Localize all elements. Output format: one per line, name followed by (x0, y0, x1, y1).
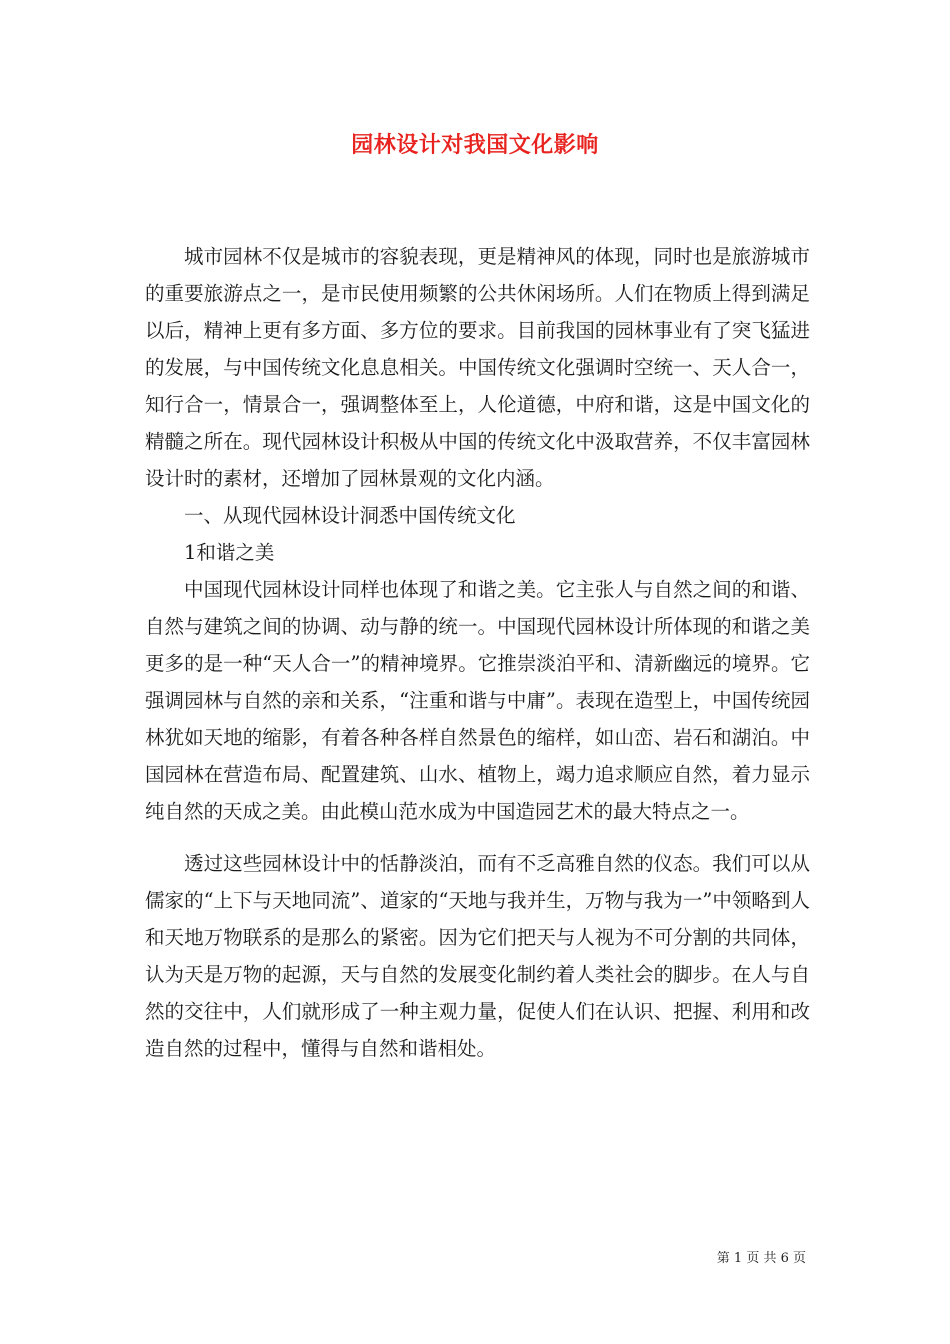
paragraph-harmony: 中国现代园林设计同样也体现了和谐之美。它主张人与自然之间的和谐、自然与建筑之间的协调、动与静的统一。中国现代园林设计所体现的和谐之美更多的是一种“天人合一”的精神境界。它推崇淡泊平和、清新幽远的境界。它强调园林与自然的亲和关系，“注重和谐与中庸”。表现在造型上，中国传统园林犹如天地的缩影，有着各种各样自然景色的缩样，如山峦、岩石和湖泊。中国园林在营造布局、配置建筑、山水、植物上，竭力追求顺应自然，着力显示纯自然的天成之美。由此模山范水成为中国造园艺术的最大特点之一。 (145, 578, 810, 823)
paragraph-nature: 透过这些园林设计中的恬静淡泊，而有不乏高雅自然的仪态。我们可以从儒家的“上下与天地同流”、道家的“天地与我并生，万物与我为一”中领略到人和天地万物联系的是那么的紧密。因为它们把天与人视为不可分割的共同体，认为天是万物的起源，天与自然的发展变化制约着人类社会的脚步。在人与自然的交往中，人们就形成了一种主观力量，促使人们在认识、把握、利用和改造自然的过程中，懂得与自然和谐相处。 (145, 852, 810, 1060)
paragraph-intro: 城市园林不仅是城市的容貌表现，更是精神风的体现，同时也是旅游城市的重要旅游点之一，是市民使用频繁的公共休闲场所。人们在物质上得到满足以后，精神上更有多方面、多方位的要求。目前我国的园林事业有了突飞猛进的发展，与中国传统文化息息相关。中国传统文化强调时空统一、天人合一，知行合一，情景合一，强调整体至上，人伦道德，中府和谐，这是中国文化的精髓之所在。现代园林设计积极从中国的传统文化中汲取营养，不仅丰富园林设计时的素材，还增加了园林景观的文化内涵。 (145, 245, 810, 490)
document-body (145, 238, 810, 1067)
page-number-footer: 第 1 页 共 6 页 (716, 1251, 806, 1266)
section-heading: 一、从现代园林设计洞悉中国传统文化 (184, 504, 516, 527)
subsection-heading: 1和谐之美 (184, 541, 275, 564)
document-title: 园林设计对我国文化影响 (351, 132, 599, 158)
